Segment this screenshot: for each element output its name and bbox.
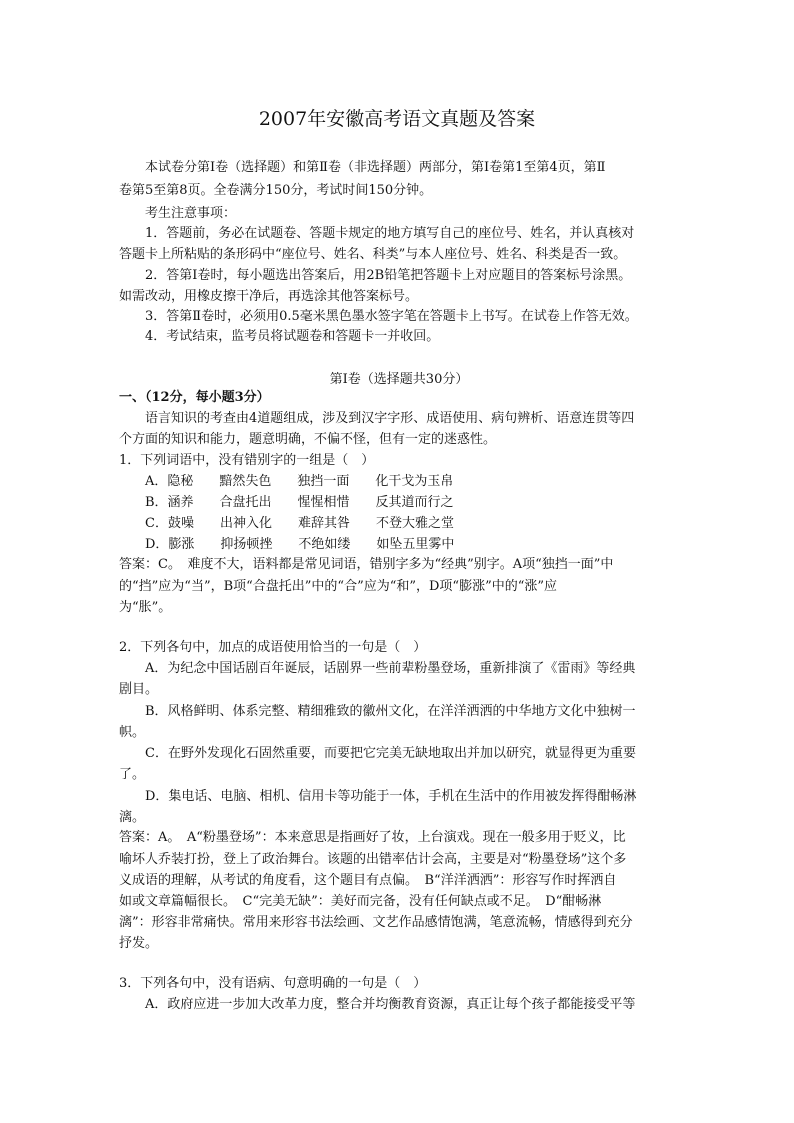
question-1-answer: 答案：C。 难度不大，语料都是常见词语，错别字多为“经典”别字。A项“独挡一面”中 [119,557,614,572]
question-2-option: 了。 [119,767,146,782]
question-3-option: A．政府应进一步加大改革力度，整合并均衡教育资源，真正让每个孩子都能接受平等 [119,997,636,1012]
question-2-answer: 如或文章篇幅很长。 C“完美无缺”：美好而完备，没有任何缺点或不足。 D“酣畅淋 [119,894,602,909]
question-2-option: 帜。 [119,725,146,740]
question-2-answer: 答案：A。 A“粉墨登场”：本来意思是指画好了妆，上台演戏。现在一般多用于贬义，比 [119,830,626,845]
question-1-option: C．鼓噪 出神入化 难辞其咎 不登大雅之堂 [119,516,454,531]
question-1-option: D．膨涨 抑扬顿挫 不绝如缕 如坠五里雾中 [119,537,455,552]
part-title: 第Ⅰ卷（选择题共30分） [329,372,469,387]
intro-line: 本试卷分第Ⅰ卷（选择题）和第Ⅱ卷（非选择题）两部分，第Ⅰ卷第1至第4页，第Ⅱ [119,160,606,175]
question-2-answer: 喻坏人乔装打扮，登上了政治舞台。该题的出错率估计会高，主要是对“粉墨登场”这个多 [119,852,627,867]
intro-line: 1．答题前，务必在试题卷、答题卡规定的地方填写自己的座位号、姓名，并认真核对 [119,226,635,241]
question-2-option: B．风格鲜明、体系完整、精细雅致的徽州文化，在洋洋洒洒的中华地方文化中独树一 [119,704,636,719]
question-2-answer: 义成语的理解，从考试的角度看，这个题目有点偏。 B“洋洋洒洒”：形容写作时挥洒自 [119,873,617,888]
section-description: 语言知识的考查由4道题组成，涉及到汉字字形、成语使用、病句辨析、语意连贯等四 [119,411,635,426]
intro-line: 2．答第Ⅰ卷时，每小题选出答案后，用2B铅笔把答题卡上对应题目的答案标号涂黑。 [119,268,632,283]
section-heading: 一、（12分，每小题3分） [119,390,270,405]
document-title: 2007年安徽高考语文真题及答案 [258,108,536,130]
intro-line: 如需改动，用橡皮擦干净后，再选涂其他答案标号。 [119,289,419,304]
question-2-option: A．为纪念中国话剧百年诞辰，话剧界一些前辈粉墨登场，重新排演了《雷雨》等经典 [119,661,636,676]
intro-line: 3．答第Ⅱ卷时，必须用0.5毫米黑色墨水签字笔在答题卡上书写。在试卷上作答无效。 [119,309,638,324]
section-description: 个方面的知识和能力，题意明确，不偏不怪，但有一定的迷惑性。 [119,432,497,447]
question-2-option: C．在野外发现化石固然重要，而要把它完美无缺地取出并加以研究，就显得更为重要 [119,746,636,761]
question-2-stem: 2．下列各句中，加点的成语使用恰当的一句是（ ） [119,640,427,655]
question-2-option: 剧目。 [119,682,159,697]
question-2-option: 漓。 [119,810,146,825]
question-1-stem: 1．下列词语中，没有错别字的一组是（ ） [119,453,375,468]
question-2-answer: 漓”：形容非常痛快。常用来形容书法绘画、文艺作品感情饱满，笔意流畅，情感得到充分 [119,915,633,930]
question-1-option: B．涵养 合盘托出 惺惺相惜 反其道而行之 [119,495,454,510]
intro-line: 卷第5至第8页。全卷满分150分，考试时间150分钟。 [119,183,433,198]
question-2-option: D．集电话、电脑、相机、信用卡等功能于一体，手机在生活中的作用被发挥得酣畅淋 [119,789,637,804]
question-1-answer: 为“胀”。 [119,600,172,615]
question-1-option: A．隐秘 黯然失色 独挡一面 化干戈为玉帛 [119,474,454,489]
question-2-answer: 抒发。 [119,936,159,951]
question-1-answer: 的“挡”应为“当”，B项“合盘托出”中的“合”应为“和”，D项“膨涨”中的“涨”应 [119,579,558,594]
question-3-stem: 3．下列各句中，没有语病、句意明确的一句是（ ） [119,976,427,991]
intro-line: 4．考试结束，监考员将试题卷和答题卡一并收回。 [119,329,440,344]
intro-line: 考生注意事项： [119,206,237,221]
intro-line: 答题卡上所粘贴的条形码中“座位号、姓名、科类”与本人座位号、姓名、科类是否一致。 [119,247,627,262]
